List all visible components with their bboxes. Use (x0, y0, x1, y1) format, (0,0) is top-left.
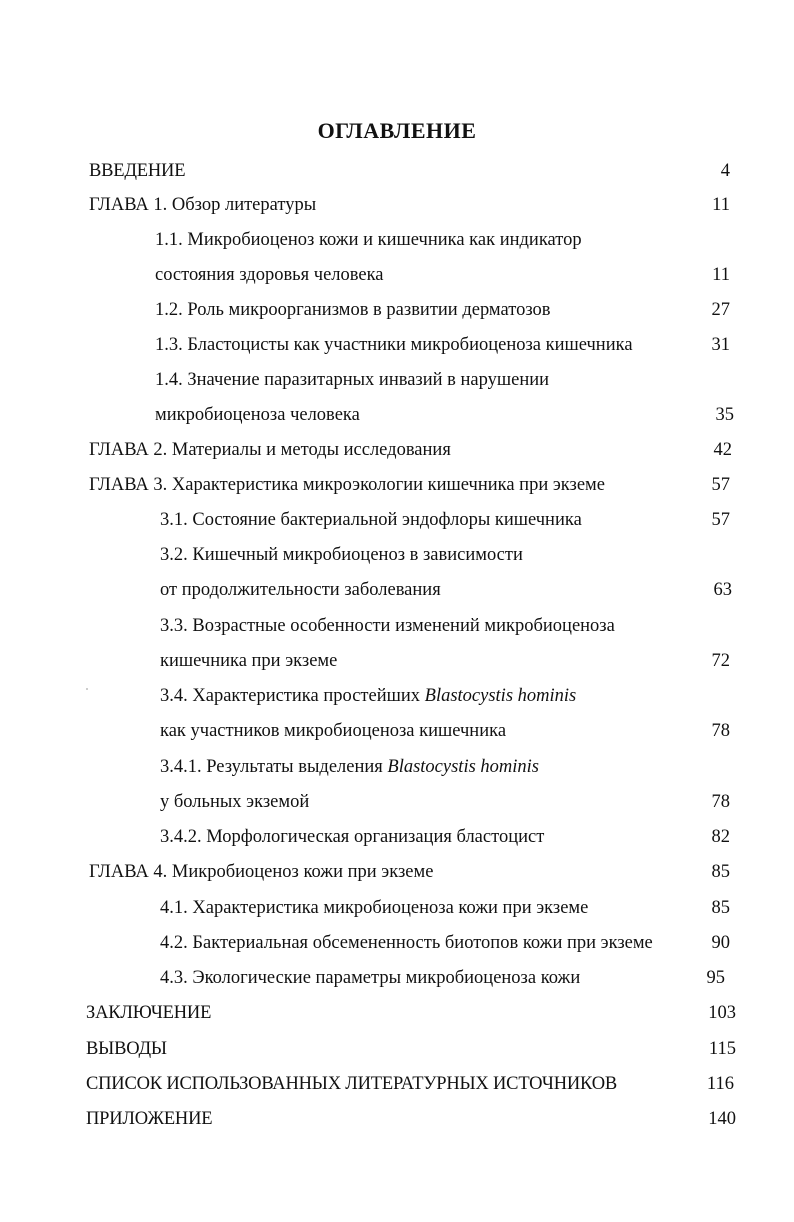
toc-entry-text: 3.4.1. Результаты выделения (160, 757, 388, 777)
toc-entry-section-3-4-1 (160, 752, 539, 782)
toc-entry-section-1-1: 1.1. Микробиоценоз кожи и кишечника как индикатор (155, 230, 582, 250)
toc-entry-chapter-4: ГЛАВА 4. Микробиоценоз кожи при экземе (89, 862, 434, 882)
toc-page-number: 85 (711, 862, 730, 882)
toc-page-number: 116 (706, 1074, 734, 1094)
toc-entry-section-3-4-2: 3.4.2. Морфологическая организация бластоцист (160, 827, 545, 847)
scan-speck (86, 688, 88, 690)
toc-page-number: 140 (708, 1109, 736, 1129)
toc-page-number: 42 (713, 440, 732, 460)
toc-entry-section-4-1: 4.1. Характеристика микробиоценоза кожи при экземе (160, 898, 589, 918)
toc-page-number: 85 (711, 898, 730, 918)
toc-entry-section-1-4: 1.4. Значение паразитарных инвазий в нарушении (155, 370, 550, 390)
toc-entry-section-4-3: 4.3. Экологические параметры микробиоценоза кожи (160, 968, 581, 988)
toc-entry-introduction: ВВЕДЕНИЕ (89, 161, 186, 181)
toc-entry-section-1-1-continuation: состояния здоровья человека (155, 265, 384, 285)
toc-entry-chapter-3: ГЛАВА 3. Характеристика микроэкологии кишечника при экземе (89, 475, 605, 495)
toc-entry-section-3-4 (160, 681, 576, 711)
toc-entry-section-1-2: 1.2. Роль микроорганизмов в развитии дерматозов (155, 300, 551, 320)
toc-entry-section-3-3-continuation: кишечника при экземе (160, 651, 338, 671)
toc-page-number: 27 (711, 300, 730, 320)
toc-entry-section-3-4-continuation: как участников микробиоценоза кишечника (160, 721, 507, 741)
toc-page-number: 78 (711, 721, 730, 741)
toc-entry-text: 3.4. Характеристика простейших (160, 686, 425, 706)
toc-entry-species-name: Blastocystis hominis (387, 757, 540, 777)
toc-entry-section-1-4-continuation: микробиоценоза человека (155, 405, 360, 425)
page-title: ОГЛАВЛЕНИЕ (317, 118, 477, 143)
table-of-contents (0, 152, 794, 1142)
toc-page-number: 57 (711, 510, 730, 530)
toc-entry-appendix: ПРИЛОЖЕНИЕ (86, 1109, 213, 1129)
toc-entry-chapter-1: ГЛАВА 1. Обзор литературы (89, 195, 317, 215)
toc-page-number: 4 (720, 161, 730, 181)
toc-entry-section-4-2: 4.2. Бактериальная обсемененность биотопов кожи при экземе (160, 933, 653, 953)
toc-entry-section-1-3: 1.3. Бластоцисты как участники микробиоценоза кишечника (155, 335, 633, 355)
toc-entry-section-3-2-continuation: от продолжительности заболевания (160, 580, 441, 600)
toc-entry-section-3-4-1-continuation: у больных экземой (160, 792, 310, 812)
toc-page-number: 95 (706, 968, 725, 988)
toc-page-number: 115 (708, 1039, 736, 1059)
toc-entry-chapter-2: ГЛАВА 2. Материалы и методы исследования (89, 440, 451, 460)
toc-entry-species-name: Blastocystis hominis (424, 686, 577, 706)
toc-page-number: 82 (711, 827, 730, 847)
toc-page-number: 11 (712, 195, 730, 215)
toc-entry-references: СПИСОК ИСПОЛЬЗОВАННЫХ ЛИТЕРАТУРНЫХ ИСТОЧНИКОВ (86, 1074, 617, 1094)
toc-page-number: 103 (708, 1003, 736, 1023)
toc-page-number: 31 (711, 335, 730, 355)
toc-page-number: 35 (715, 405, 734, 425)
toc-page-number: 78 (711, 792, 730, 812)
toc-page-number: 11 (712, 265, 730, 285)
toc-entry-conclusion: ЗАКЛЮЧЕНИЕ (86, 1003, 212, 1023)
toc-entry-section-3-2: 3.2. Кишечный микробиоценоз в зависимости (160, 545, 523, 565)
toc-page-number: 90 (711, 933, 730, 953)
toc-entry-section-3-3: 3.3. Возрастные особенности изменений микробиоценоза (160, 616, 615, 636)
toc-entry-section-3-1: 3.1. Состояние бактериальной эндофлоры кишечника (160, 510, 582, 530)
toc-entry-findings: ВЫВОДЫ (86, 1039, 167, 1059)
toc-page-number: 63 (713, 580, 732, 600)
toc-page-number: 57 (711, 475, 730, 495)
toc-page-number: 72 (711, 651, 730, 671)
